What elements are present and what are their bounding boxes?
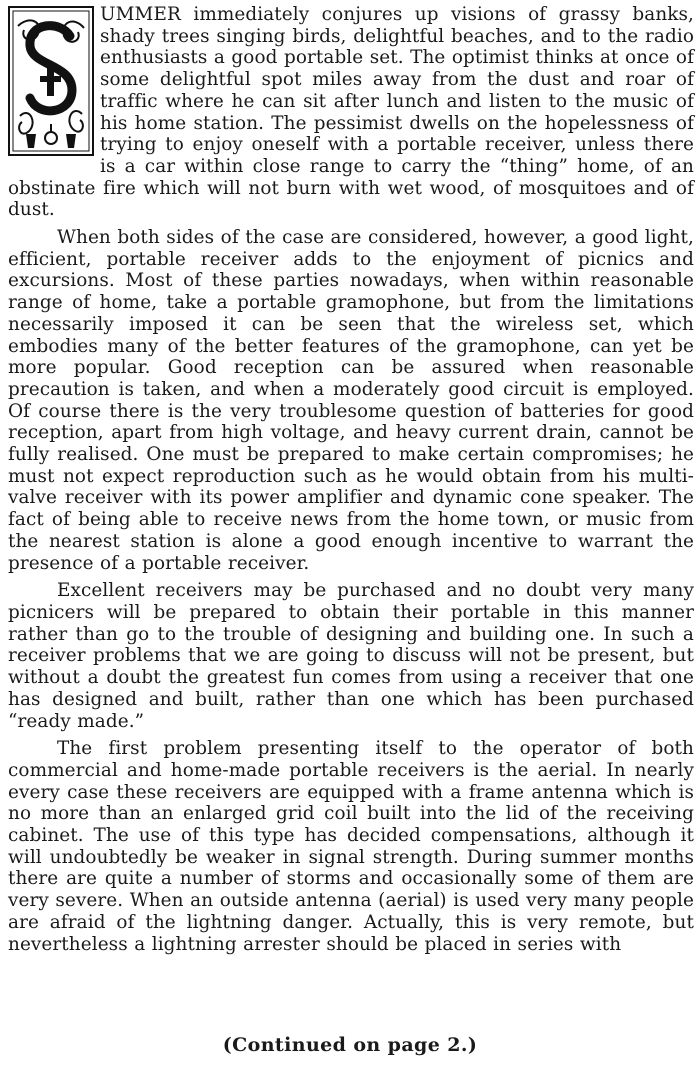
drop-cap-ornament xyxy=(8,6,94,156)
paragraph-1-text: UMMER immediately conjures up visions of grassy banks, shady trees singing birds, delightful beaches, and to the radio enthusiasts a good portable set. The optimist thinks at once of some delightful spot miles away from the dust and roar of traffic where he can sit after lunch and listen to the music of his home station. The pessimist dwells on the hopelessness of trying to enjoy oneself with a portable receiver, unless there is a car within close range to carry the “thing” home, of an obstinate fire which will not burn with wet wood, of mosquitoes and of dust. xyxy=(8,4,694,221)
ornamental-s-icon xyxy=(8,6,94,156)
paragraph-2: When both sides of the case are considered, however, a good light, efficient, portable receiver adds to the enjoyment of picnics and excursions. Most of these parties nowadays, when within reasonable range of home, take a portable gramophone, but from the limitations necessarily imposed it can be seen that the wireless set, which embodies many of the better features of the gramophone, can yet be more popular. Good reception can be assured when reasonable precaution is taken, and when a moderately good circuit is employed. Of course there is the very troublesome question of batteries for good reception, apart from high voltage, and heavy current drain, cannot be fully realised. One must be prepared to make certain compromises; he must not expect reproduction such as he would obtain from his multi-valve receiver with its power amplifier and dynamic cone speaker. The fact of being able to receive news from the home town, or music from the nearest station is alone a good enough incentive to warrant the presence of a portable receiver. xyxy=(8,227,694,574)
paragraph-4: The first problem presenting itself to the operator of both commercial and home-made portable receivers is the aerial. In nearly every case these receivers are equipped with a frame antenna which is no more than an enlarged grid coil built into the lid of the receiving cabinet. The use of this type has decided compensations, although it will undoubtedly be weaker in signal strength. During summer months there are quite a number of storms and occasionally some of them are very severe. When an outside antenna (aerial) is used very many people are afraid of the lightning danger. Actually, this is very remote, but nevertheless a lightning arrester should be placed in series with xyxy=(8,738,694,955)
paragraph-3: Excellent receivers may be purchased and no doubt very many picnicers will be prepared to obtain their portable in this manner rather than go to the trouble of designing and building one. In such a receiver problems that we are going to discuss will not be present, but without a doubt the greatest fun comes from using a receiver that one has designed and built, rather than one which has been purchased “ready made.” xyxy=(8,580,694,732)
continued-note: (Continued on page 2.) xyxy=(222,1034,478,1056)
paragraph-1 xyxy=(8,4,694,221)
article-body xyxy=(8,4,694,955)
